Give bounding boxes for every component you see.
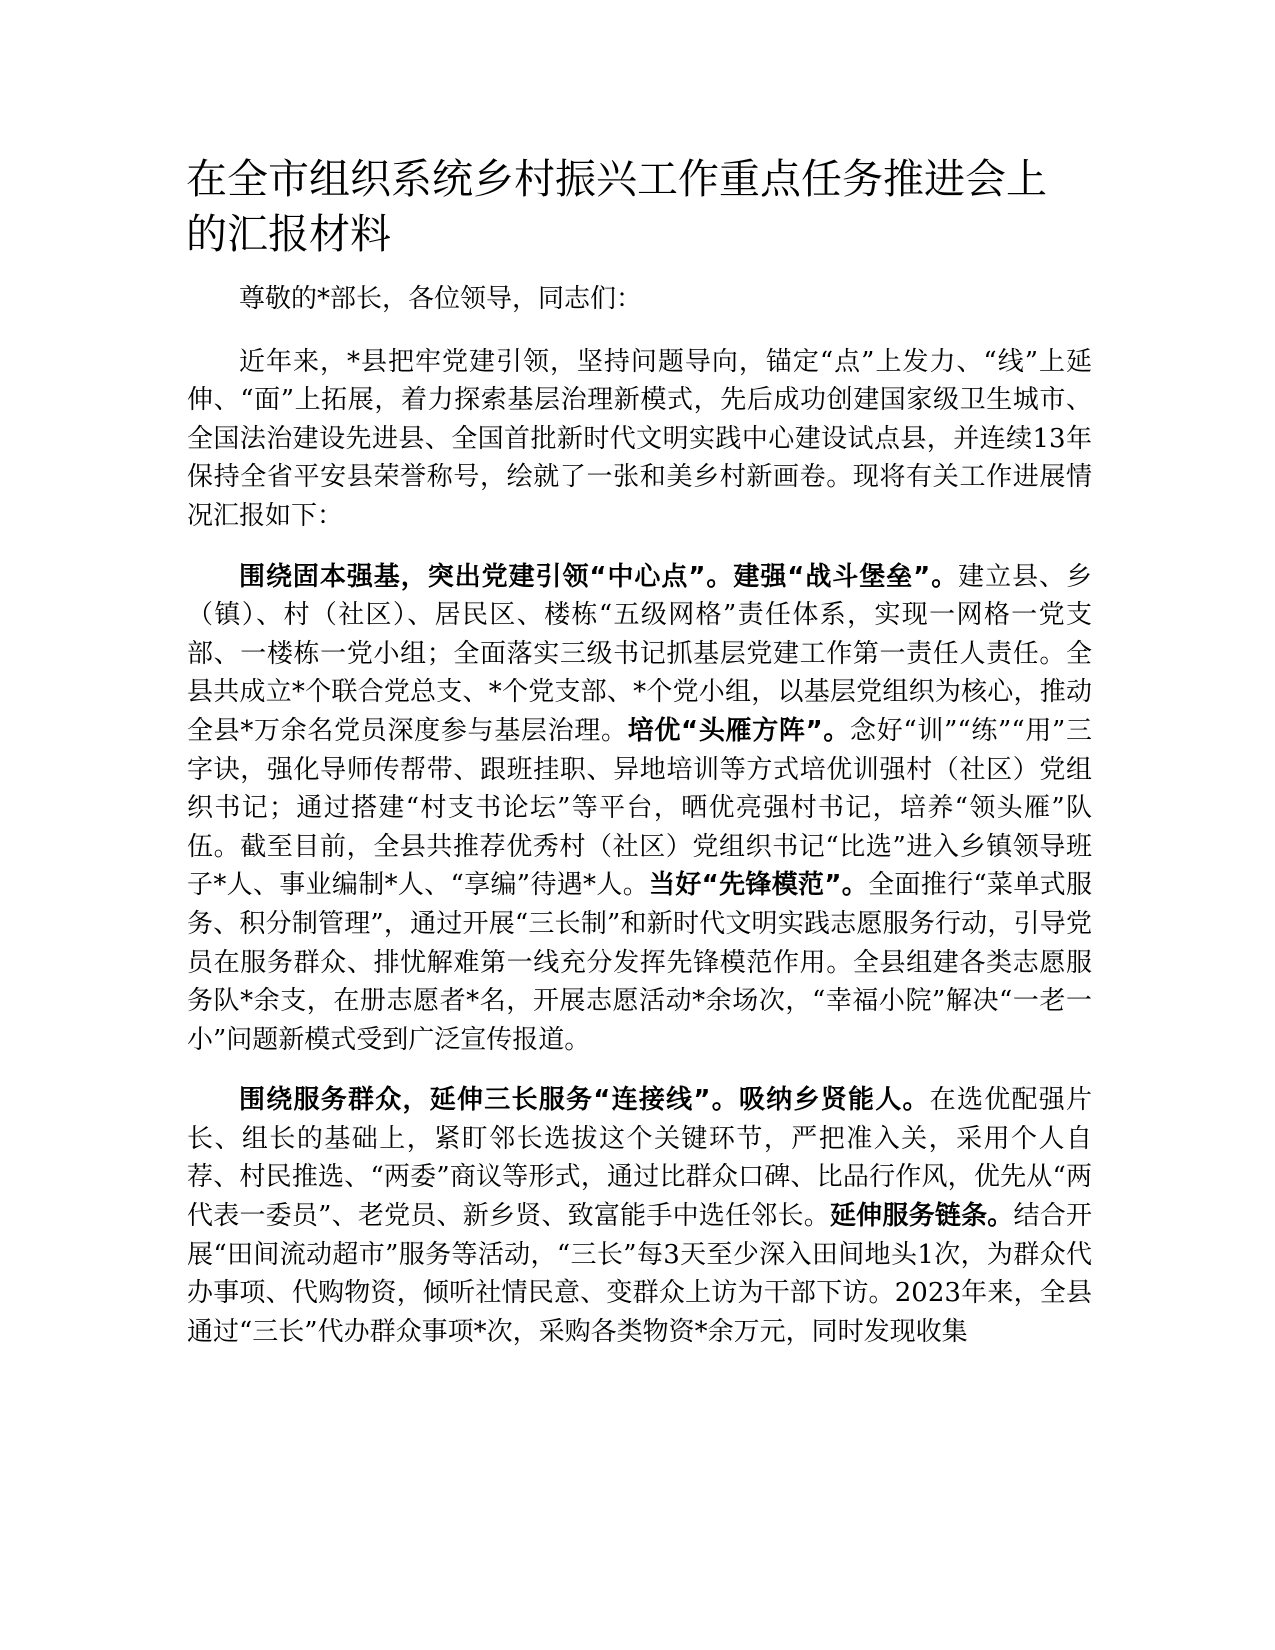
document-body xyxy=(187,280,1092,1373)
section1-sub1-title: 建强“战斗堡垒”。 xyxy=(733,561,959,592)
section1-sub3-title: 当好“先锋模范”。 xyxy=(649,870,869,901)
section2-sub2-text: 结合开展“田间流动超市”服务等活动，“三长”每3天至少深入田间地头1次，为群众代办事项、代购物资，倾听社情民意、变群众上访为干部下访。2023年来，全县通过“三长”代办群众事项*次，采购各类物资*余万元，同时发现收集 xyxy=(187,1201,1092,1347)
intro-paragraph: 近年来，*县把牢党建引领，坚持问题导向，锚定“点”上发力、“线”上延伸、“面”上拓展，着力探索基层治理新模式，先后成功创建国家级卫生城市、全国法治建设先进县、全国首批新时代文明实践中心建设试点县，并连续13年保持全省平安县荣誉称号，绘就了一张和美乡村新画卷。现将有关工作进展情况汇报如下： xyxy=(187,346,1092,531)
document-title: 在全市组织系统乡村振兴工作重点任务推进会上的汇报材料 xyxy=(186,155,1047,258)
section1-sub2-title: 培优“头雁方阵”。 xyxy=(627,715,851,746)
section2-heading: 围绕服务群众，延伸三长服务“连接线”。 xyxy=(239,1085,739,1116)
section1-sub3-text: 全面推行“菜单式服务、积分制管理”，通过开展“三长制”和新时代文明实践志愿服务行动，引导党员在服务群众、排忧解难第一线充分发挥先锋模范作用。全县组建各类志愿服务队*余支，在册志愿者*名，开展志愿活动*余场次，“幸福小院”解决“一老一小”问题新模式受到广泛宣传报道。 xyxy=(187,870,1092,1055)
section2-sub1-text: 在选优配强片长、组长的基础上，紧盯邻长选拔这个关键环节，严把准入关，采用个人自荐、村民推选、“两委”商议等形式，通过比群众口碑、比品行作风，优先从“两代表一委员”、老党员、新乡贤、致富能手中选任邻长。 xyxy=(187,1085,1092,1232)
section1-heading: 围绕固本强基，突出党建引领“中心点”。 xyxy=(239,561,734,592)
salutation-paragraph: 尊敬的*部长，各位领导，同志们： xyxy=(239,284,643,314)
section1-paragraph xyxy=(187,558,1092,1060)
section1-sub2-text: 念好“训”“练”“用”三字诀，强化导师传帮带、跟班挂职、异地培训等方式培优训强村（社区）党组织书记；通过搭建“村支书论坛”等平台，晒优亮强村书记，培养“领头雁”队伍。截至目前，全县共推荐优秀村（社区）党组织书记“比选”进入乡镇领导班子*人、事业编制*人、“享编”待遇*人。 xyxy=(187,715,1092,901)
section2-sub1-title: 吸纳乡贤能人。 xyxy=(738,1085,930,1116)
section2-paragraph xyxy=(187,1081,1092,1351)
section1-sub1-text: 建立县、乡（镇）、村（社区）、居民区、楼栋“五级网格”责任体系，实现一网格一党支部、一楼栋一党小组；全面落实三级书记抓基层党建工作第一责任人责任。全县共成立*个联合党总支、*个党支部、*个党小组，以基层党组织为核心，推动全县*万余名党员深度参与基层治理。 xyxy=(187,561,1092,746)
section2-sub2-title: 延伸服务链条。 xyxy=(829,1201,1014,1232)
